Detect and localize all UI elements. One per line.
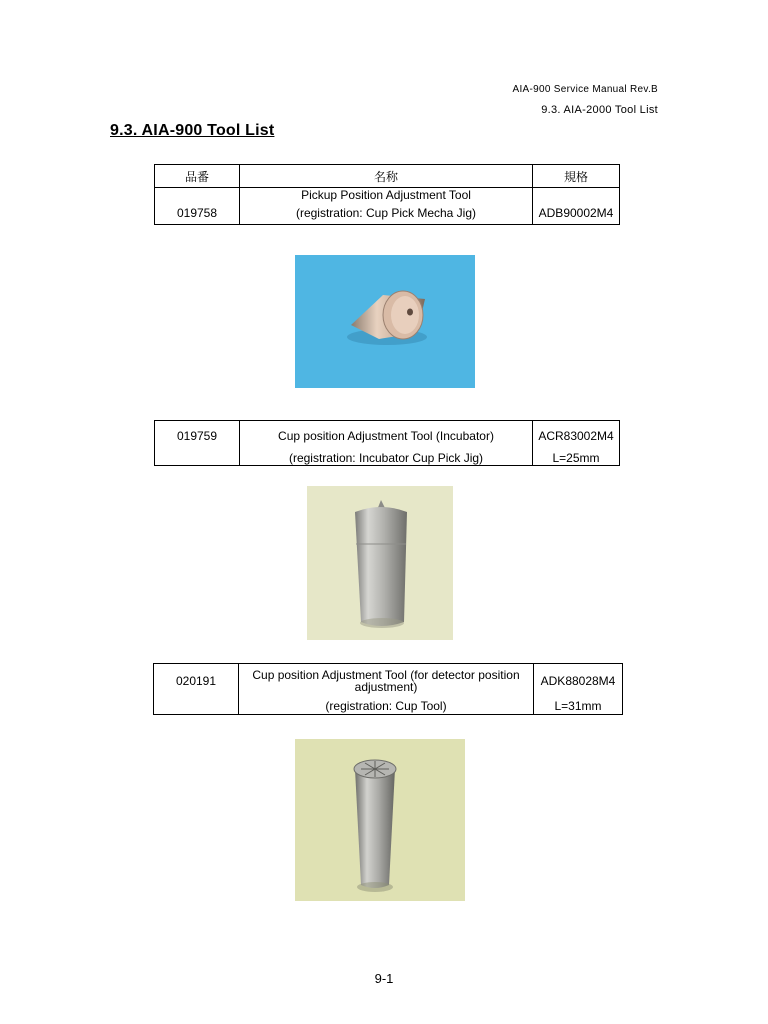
table-header-row bbox=[155, 165, 620, 188]
tool-name: Cup position Adjustment Tool (for detector position adjustment) bbox=[239, 664, 534, 699]
page-title: 9.3. AIA-900 Tool List bbox=[110, 122, 275, 139]
part-number: 019759 bbox=[155, 421, 240, 452]
part-number: 019758 bbox=[155, 202, 240, 225]
registration-name: (registration: Incubator Cup Pick Jig) bbox=[240, 451, 533, 466]
spec-length: L=25mm bbox=[533, 451, 620, 466]
section-header: 9.3. AIA-2000 Tool List bbox=[541, 104, 658, 116]
header-spec: 規格 bbox=[533, 165, 620, 188]
tool-photo-cup-tool bbox=[295, 739, 465, 901]
tool-photo-pickup-jig bbox=[295, 255, 475, 388]
manual-header: AIA-900 Service Manual Rev.B bbox=[512, 84, 658, 95]
table-row bbox=[154, 698, 623, 715]
spec-code: ADK88028M4 bbox=[534, 664, 623, 699]
header-name: 名称 bbox=[240, 165, 533, 188]
table-row bbox=[155, 188, 620, 203]
tool-table-2 bbox=[154, 420, 620, 466]
tool-name: Pickup Position Adjustment Tool bbox=[240, 188, 533, 203]
tool-table-1 bbox=[154, 164, 620, 225]
spec-length: L=31mm bbox=[534, 698, 623, 715]
spec-code: ADB90002M4 bbox=[533, 202, 620, 225]
spec-code: ACR83002M4 bbox=[533, 421, 620, 452]
table-row bbox=[155, 202, 620, 225]
part-number: 020191 bbox=[154, 664, 239, 699]
header-part-no: 品番 bbox=[155, 165, 240, 188]
tool-photo-incubator-jig bbox=[307, 486, 453, 640]
tool-name: Cup position Adjustment Tool (Incubator) bbox=[240, 421, 533, 452]
registration-name: (registration: Cup Pick Mecha Jig) bbox=[240, 202, 533, 225]
tool-table-3 bbox=[153, 663, 623, 715]
table-row bbox=[155, 451, 620, 466]
page-number: 9-1 bbox=[374, 971, 394, 986]
table-row bbox=[154, 664, 623, 699]
registration-name: (registration: Cup Tool) bbox=[239, 698, 534, 715]
table-row bbox=[155, 421, 620, 452]
